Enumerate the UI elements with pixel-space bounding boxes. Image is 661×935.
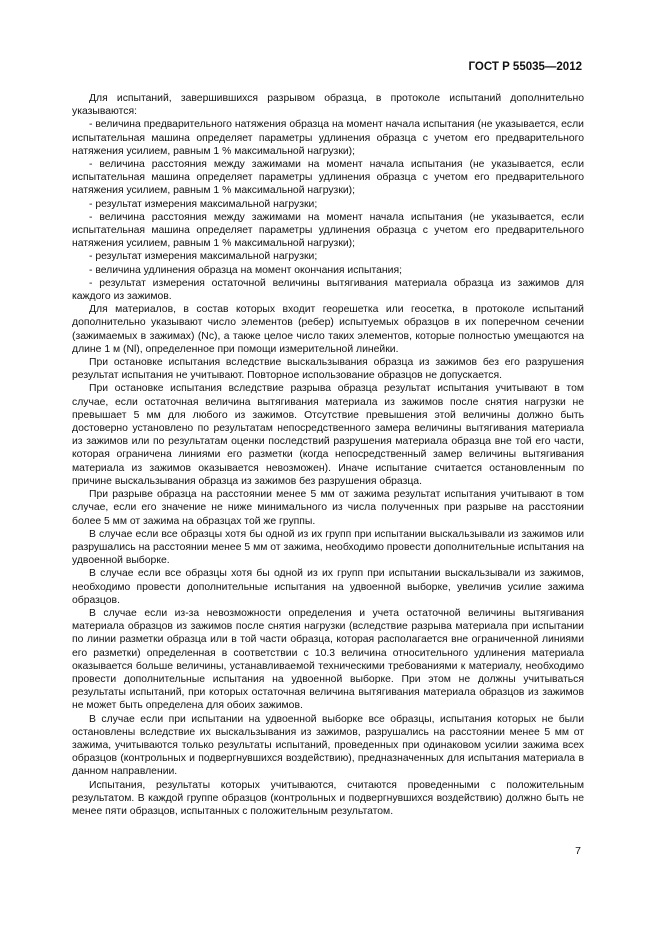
paragraph: В случае если все образцы хотя бы одной из их групп при испытании выскальзывали из зажимов или разрушались на расстоянии менее 5 мм от зажима, необходимо провести дополнительные испытания на удвоенной выборке.	[72, 528, 584, 567]
list-item: - величина расстояния между зажимами на момент начала испытания (не указывается, если испытательная машина определяет параметры удлинения образца с учетом его предварительного натяжения усилием, равным 1 % максимальной нагрузки);	[72, 159, 584, 197]
paragraph: Для испытаний, завершившихся разрывом образца, в протоколе испытаний дополнительно указываются:	[72, 93, 584, 118]
list-item: - результат измерения максимальной нагрузки;	[89, 251, 318, 263]
list-item: - результат измерения остаточной величины вытягивания материала образца из зажимов для каждого из зажимов.	[72, 277, 584, 303]
list-item: - величина расстояния между зажимами на момент начала испытания (не указывается, если испытательная машина определяет параметры удлинения образца с учетом его предварительного натяжения усилием, равным 1 % максимальной нагрузки);	[72, 211, 584, 250]
list-item: - результат измерения максимальной нагрузки;	[89, 198, 318, 210]
document-body	[72, 92, 584, 818]
paragraph: В случае если все образцы хотя бы одной из их групп при испытании выскальзывали из зажимов, необходимо провести дополнительные испытания на удвоенной выборке, увеличив усилие зажима образцов.	[72, 568, 584, 606]
paragraph: Испытания, результаты которых учитываются, считаются проведенными с положительным результатом. В каждой группе образцов (контрольных и подвергнувшихся воздействию) должно быть не менее пяти образцов, испытанных с положительным результатом.	[72, 779, 584, 817]
paragraph: При остановке испытания вследствие выскальзывания образца из зажимов без его разрушения результат испытания не учитывают. Повторное использование образцов не допускается.	[72, 357, 584, 382]
paragraph: В случае если при испытании на удвоенной выборке все образцы, испытания которых не были остановлены вследствие их выскальзывания из зажимов, разрушались на расстоянии менее 5 мм от зажима, учитываются только результаты испытаний, проведенных при одинаковом усилии зажима всех образцов (контрольных и подвергнувшихся воздействию), предназначенных для испытания материала в данном направлении.	[72, 713, 584, 778]
page-number: 7	[575, 845, 581, 857]
paragraph: Для материалов, в состав которых входит георешетка или геосетка, в протоколе испытаний дополнительно указывают число элементов (ребер) испытуемых образцов в их поперечном сечении (зажимаемых в зажимах) (Nc), а также целое число таких элементов, которые полностью умещаются на длине 1 м (Nl), определенное при помощи измерительной линейки.	[72, 304, 584, 355]
list-item: - величина удлинения образца на момент окончания испытания;	[89, 264, 402, 276]
list-item: - величина предварительного натяжения образца на момент начала испытания (не указывается, если испытательная машина определяет параметры удлинения образца с учетом его предварительного натяжения усилием, равным 1 % максимальной нагрузки);	[72, 119, 584, 157]
document-header: ГОСТ Р 55035—2012	[468, 61, 582, 73]
paragraph: При остановке испытания вследствие разрыва образца результат испытания учитывают в том случае, если остаточная величина вытягивания материала из зажимов после снятия нагрузки не превышает 5 мм для любого из зажимов. Отсутствие превышения этой величины должно быть достоверно установлено по результатам непосредственного замера величины вытягивания материала из зажимов или по результатам оценки последствий разрушения материала образца вне той его части, которая ограничена линиями его разметки (когда непосредственный замер величины вытягивания материала из зажимов оказывается невозможен). Иначе испытание считается остановленным по причине выскальзывания образца из зажимов без разрушения образца.	[72, 383, 584, 487]
paragraph: При разрыве образца на расстоянии менее 5 мм от зажима результат испытания учитывают в том случае, если его значение не ниже минимального из числа полученных при разрыве на расстоянии более 5 мм от зажима на образцах той же группы.	[72, 489, 584, 527]
paragraph: В случае если из-за невозможности определения и учета остаточной величины вытягивания материала образцов из зажимов после снятия нагрузки (вследствие разрыва материала при испытании по линии разметки образца или в той части образца, которая располагается вне ограниченной линиями его разметки) определенная в соответствии с 10.3 величина относительного удлинения материала оказывается больше величины, устанавливаемой техническими требованиями к материалу, необходимо провести дополнительные испытания на удвоенной выборке. При этом не должны учитываться результаты испытаний, при которых остаточная величина вытягивания материала образцов из зажимов не может быть определена для обоих зажимов.	[72, 607, 584, 712]
